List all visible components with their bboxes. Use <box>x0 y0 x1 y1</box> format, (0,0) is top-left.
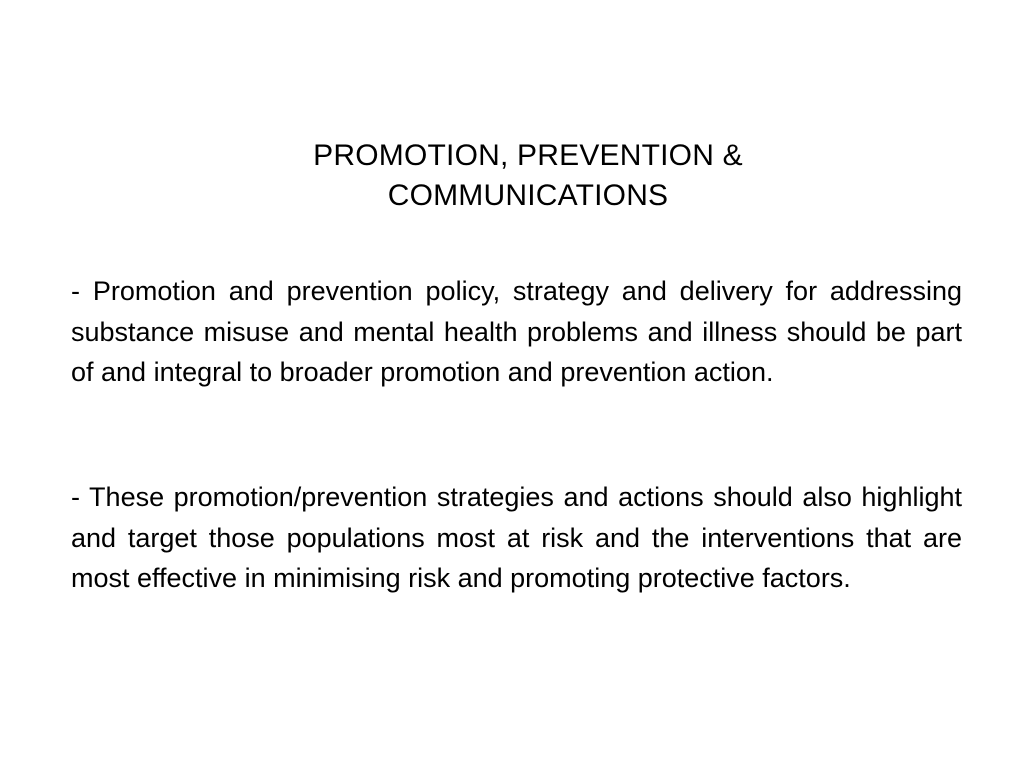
slide-title <box>0 136 1024 216</box>
body-paragraph-2: - These promotion/prevention strategies and actions should also highlight and target those populations most at risk and the interventions that are most effective in minimising risk and promoting protective factors. <box>71 482 962 593</box>
slide-title-line-1: PROMOTION, PREVENTION & <box>313 139 743 172</box>
body-paragraph-1: - Promotion and prevention policy, strategy and delivery for addressing substance misuse and mental health problems and illness should be part of and integral to broader promotion and prevention action. <box>71 276 962 387</box>
slide-title-line-2: COMMUNICATIONS <box>387 179 669 212</box>
